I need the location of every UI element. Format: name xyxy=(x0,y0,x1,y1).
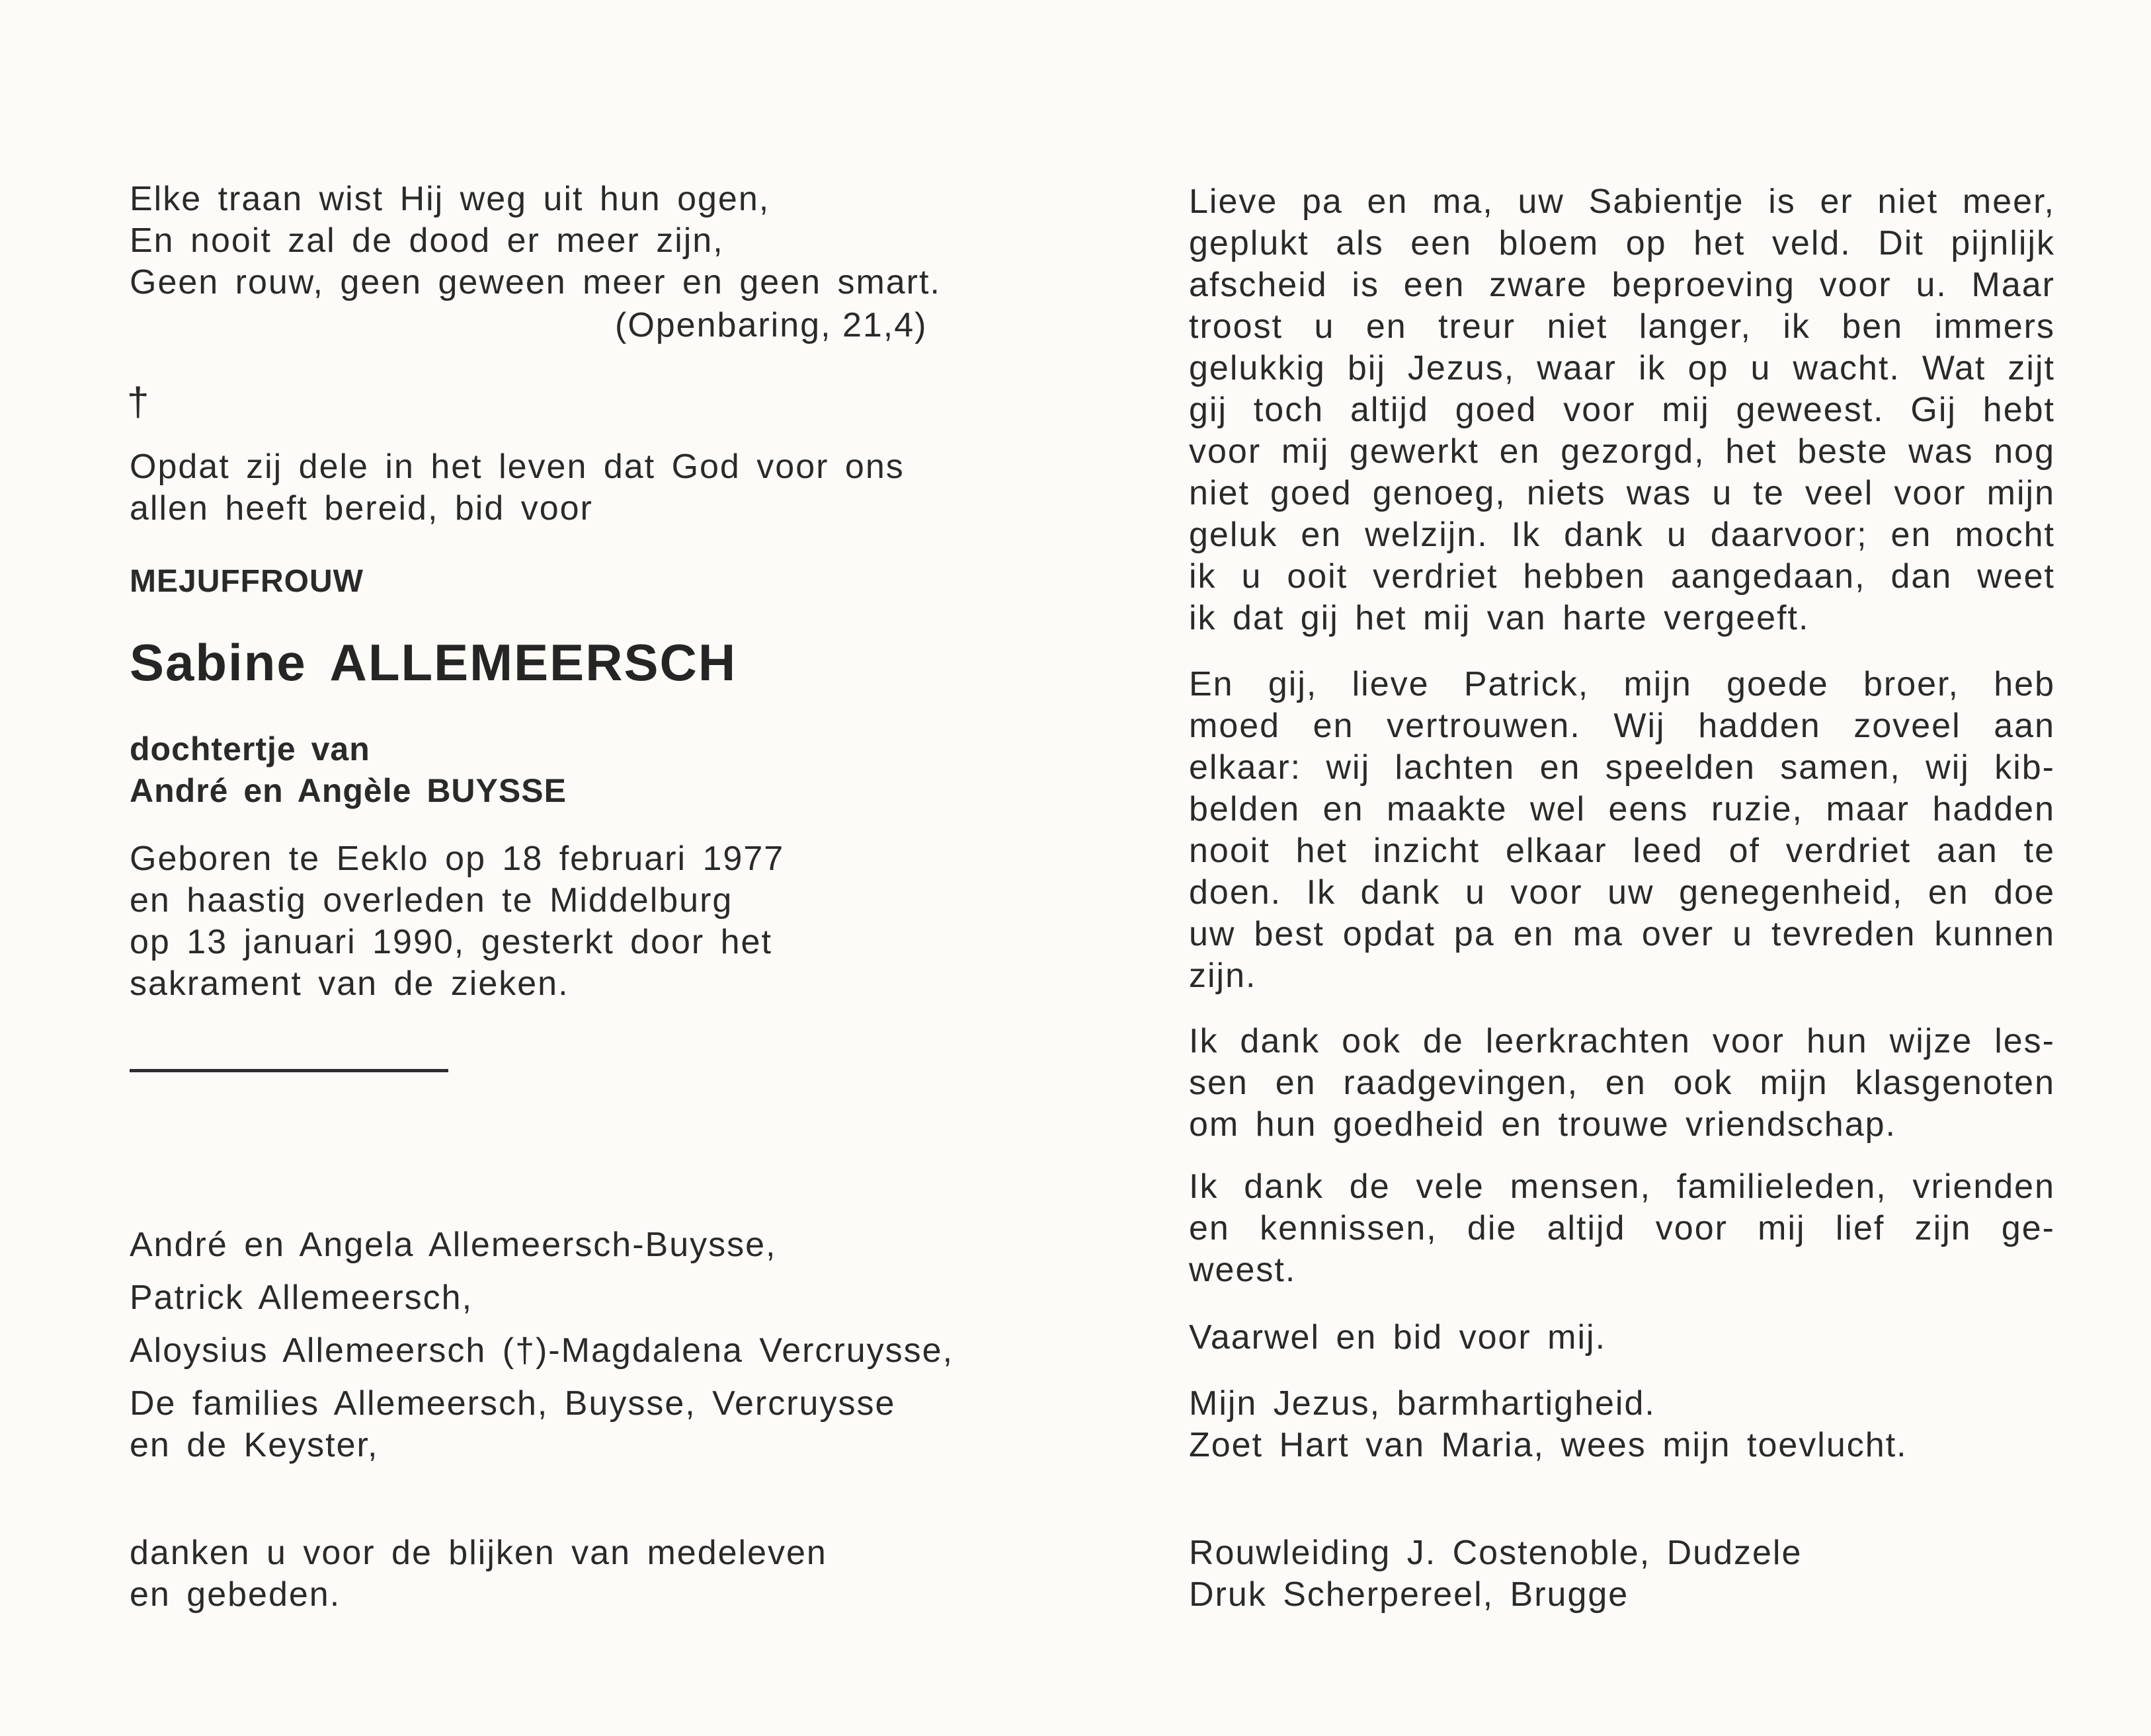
parents-name: André en Angèle BUYSSE xyxy=(130,772,567,809)
paragraph-line: moed en vertrouwen. Wij hadden zoveel aan xyxy=(1189,707,2055,745)
paragraph-line: ik u ooit verdriet hebben aangedaan, dan weet xyxy=(1189,557,2055,596)
prayer-line: Zoet Hart van Maria, wees mijn toevlucht. xyxy=(1189,1426,1908,1464)
paragraph-line: en kennissen, die altijd voor mij lief zijn ge- xyxy=(1189,1209,2055,1247)
daughter-of-line: dochtertje van xyxy=(130,730,370,768)
paragraph-line: zijn. xyxy=(1189,957,1257,995)
paragraph-line: ik dat gij het mij van harte vergeeft. xyxy=(1189,599,1810,637)
paragraph-line: nooit het inzicht elkaar leed of verdriet aan te xyxy=(1189,832,2055,870)
family-member: De families Allemeersch, Buysse, Vercruysse xyxy=(130,1384,896,1423)
verse-line: Geen rouw, geen geween meer en geen smart. xyxy=(130,263,941,301)
paragraph-line: uw best opdat pa en ma over u tevreden kunnen xyxy=(1189,915,2055,953)
birth-death-line: op 13 januari 1990, gesterkt door het xyxy=(130,923,772,961)
paragraph-line: voor mij gewerkt en gezorgd, het beste was nog xyxy=(1189,432,2055,471)
verse-line: En nooit zal de dood er meer zijn, xyxy=(130,221,724,260)
message-to-people xyxy=(1189,1166,2055,1291)
paragraph-line: doen. Ik dank u voor uw genegenheid, en doe xyxy=(1189,873,2055,912)
thanks-message xyxy=(130,1532,827,1616)
paragraph-line: troost u en treur niet langer, ik ben immers xyxy=(1189,307,2055,346)
printer-credits xyxy=(1189,1532,2055,1616)
thanks-line: en gebeden. xyxy=(130,1575,341,1614)
daughter-of xyxy=(130,729,567,812)
paragraph-line: Ik dank de vele mensen, familieleden, vrienden xyxy=(1189,1167,2055,1206)
paragraph-line: gelukkig bij Jezus, waar ik op u wacht. Wat zijt xyxy=(1189,349,2055,387)
family-member: André en Angela Allemeersch-Buysse, xyxy=(130,1226,777,1264)
prayer-line: Mijn Jezus, barmhartigheid. xyxy=(1189,1384,1656,1423)
paragraph-line: elkaar: wij lachten en speelden samen, wij kib- xyxy=(1189,748,2055,787)
paragraph-line: gij toch altijd goed voor mij geweest. Gij hebt xyxy=(1189,391,2055,429)
left-panel xyxy=(0,0,1075,1736)
divider-line xyxy=(130,1069,448,1072)
farewell-line: Vaarwel en bid voor mij. xyxy=(1189,1318,1607,1357)
family-member: en de Keyster, xyxy=(130,1426,379,1464)
message-to-teachers xyxy=(1189,1021,2055,1146)
prayer-intro-line: Opdat zij dele in het leven dat God voor ons xyxy=(130,448,905,486)
paragraph-line: niet goed genoeg, niets was u te veel voor mijn xyxy=(1189,474,2055,512)
credit-line: Rouwleiding J. Costenoble, Dudzele xyxy=(1189,1534,1803,1572)
birth-death-line: sakrament van de zieken. xyxy=(130,965,569,1003)
right-panel xyxy=(1075,0,2151,1736)
cross-icon: † xyxy=(127,379,149,424)
verse-reference: (Openbaring, 21,4) xyxy=(615,306,928,344)
message-to-brother xyxy=(1189,664,2055,997)
paragraph-line: sen en raadgevingen, en ook mijn klasgenoten xyxy=(1189,1064,2055,1102)
prayer-intro xyxy=(130,446,905,530)
paragraph-line: afscheid is een zware beproeving voor u. Maar xyxy=(1189,266,2055,304)
paragraph-line: weest. xyxy=(1189,1251,1297,1289)
birth-death-line: Geboren te Eeklo op 18 februari 1977 xyxy=(130,840,785,878)
paragraph-line: geplukt als een bloem op het veld. Dit pijnlijk xyxy=(1189,224,2055,262)
paragraph-line: Ik dank ook de leerkrachten voor hun wijze les- xyxy=(1189,1022,2055,1060)
closing-prayers xyxy=(1189,1383,2055,1466)
paragraph-line: En gij, lieve Patrick, mijn goede broer, heb xyxy=(1189,665,2055,703)
honorific-title: MEJUFFROUW xyxy=(130,564,364,599)
credit-line: Druk Scherpereel, Brugge xyxy=(1189,1575,1629,1614)
verse-line: Elke traan wist Hij weg uit hun ogen, xyxy=(130,180,770,218)
family-member: Patrick Allemeersch, xyxy=(130,1279,473,1317)
thanks-line: danken u voor de blijken van medeleven xyxy=(130,1534,827,1572)
birth-death-line: en haastig overleden te Middelburg xyxy=(130,881,733,920)
paragraph-line: om hun goedheid en trouwe vriendschap. xyxy=(1189,1105,1896,1144)
paragraph-line: belden en maakte wel eens ruzie, maar hadden xyxy=(1189,790,2055,828)
prayer-intro-line: allen heeft bereid, bid voor xyxy=(130,489,593,528)
farewell xyxy=(1189,1317,2055,1359)
birth-death-details xyxy=(130,838,784,1005)
deceased-name: Sabine ALLEMEERSCH xyxy=(130,633,737,691)
paragraph-line: Lieve pa en ma, uw Sabientje is er niet meer, xyxy=(1189,182,2055,221)
paragraph-line: geluk en welzijn. Ik dank u daarvoor; en mocht xyxy=(1189,516,2055,554)
bible-verse xyxy=(130,178,941,303)
family-member: Aloysius Allemeersch (†)-Magdalena Vercruysse, xyxy=(130,1331,954,1370)
message-to-parents xyxy=(1189,181,2055,639)
